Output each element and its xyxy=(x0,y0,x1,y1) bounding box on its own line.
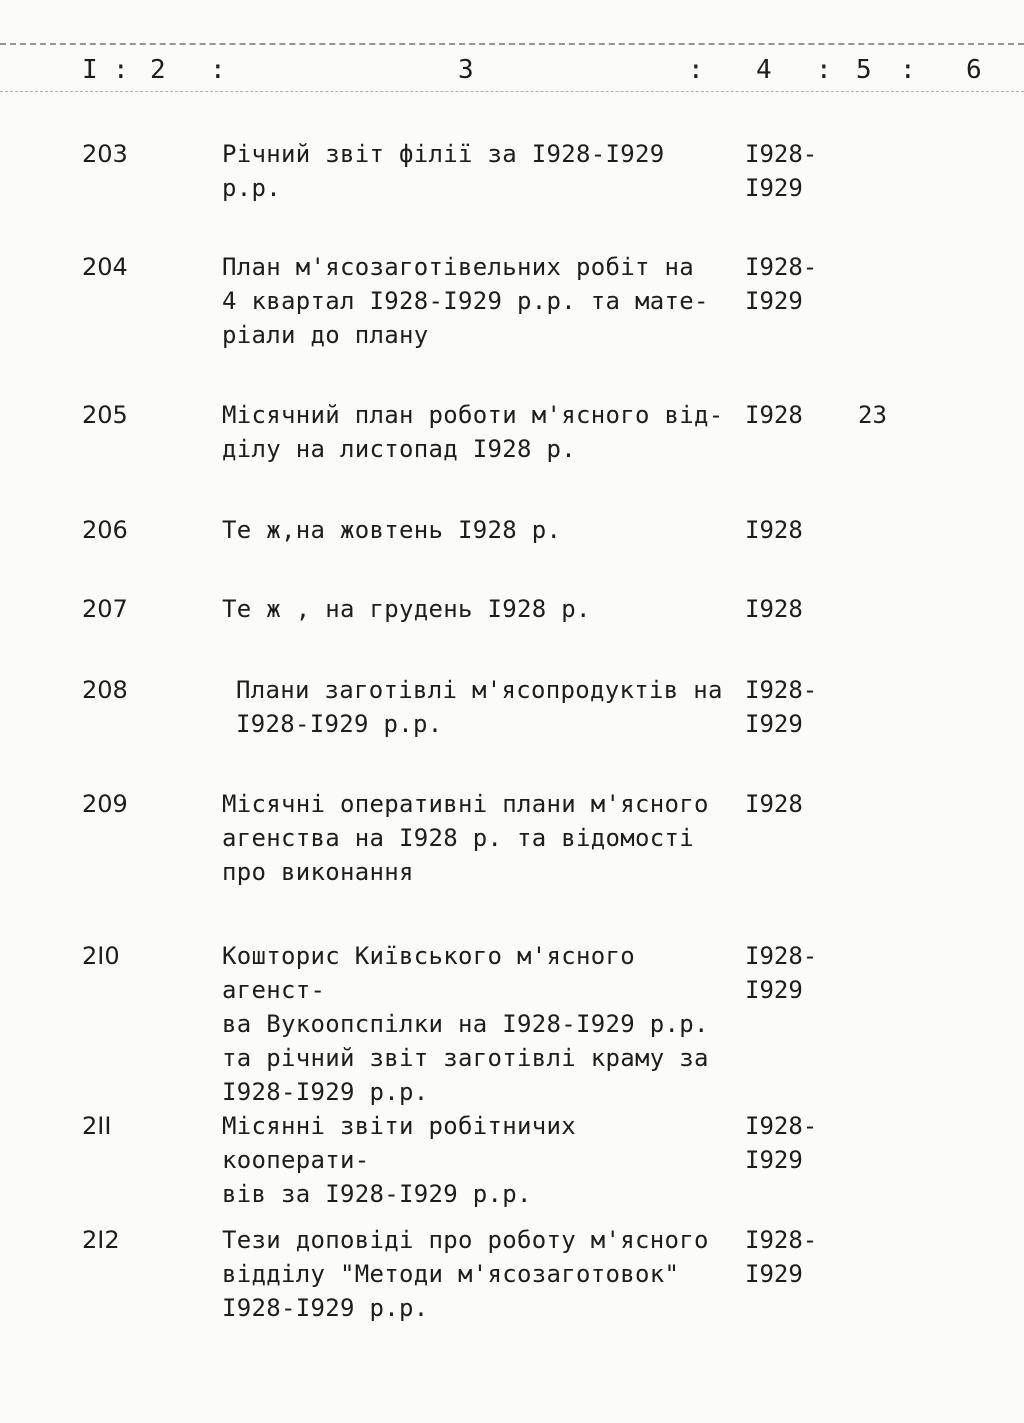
header-separator: : xyxy=(816,55,833,85)
item-number: 205 xyxy=(82,401,128,429)
header-col-2: 2 xyxy=(150,55,167,85)
item-title: Річний звіт філії за I928-I929 р.р. xyxy=(222,140,665,202)
item-title: Тези доповіді про роботу м'ясного відділу "Методи м'ясозаготовок" I928-I929 р.р. xyxy=(222,1226,709,1322)
item-number: 2I0 xyxy=(82,942,120,970)
item-number: 203 xyxy=(82,140,128,168)
item-dates: I928 xyxy=(745,790,803,818)
header-separator: : xyxy=(688,55,705,85)
header-col-5: 5 xyxy=(856,55,873,85)
item-dates: I928- I929 xyxy=(745,1112,818,1174)
item-title: Кошторис Київського м'ясного агенст- ва Вукоопспілки на I928-I929 р.р. та річний звіт заготівлі краму за I928-I929 р.р. xyxy=(222,942,709,1106)
item-number: 206 xyxy=(82,516,128,544)
item-dates: I928- I929 xyxy=(745,676,818,738)
item-title: Плани заготівлі м'ясопродуктів на I928-I929 р.р. xyxy=(236,676,723,738)
item-number: 204 xyxy=(82,253,128,281)
header-col-4: 4 xyxy=(756,55,773,85)
item-title: Те ж , на грудень I928 р. xyxy=(222,595,591,623)
item-dates: I928 xyxy=(745,595,803,623)
header-col-3: 3 xyxy=(458,55,475,85)
item-title: Місячні оперативні плани м'ясного агенства на I928 р. та відомості про виконання xyxy=(222,790,709,886)
item-dates: I928- I929 xyxy=(745,1226,818,1288)
item-title: Місячний план роботи м'ясного від- ділу на листопад I928 р. xyxy=(222,401,724,463)
item-title: Місянні звіти робітничих кооперати- вів за I928-I929 р.р. xyxy=(222,1112,576,1208)
item-number: 209 xyxy=(82,790,128,818)
item-dates: I928- I929 xyxy=(745,140,818,202)
header-separator: : xyxy=(113,55,130,85)
item-title: План м'ясозаготівельних робіт на 4 квартал I928-I929 р.р. та мате- ріали до плану xyxy=(222,253,709,349)
header-bottom-rule xyxy=(0,91,1024,92)
item-number: 2II xyxy=(82,1112,112,1140)
header-col-1: I xyxy=(82,55,99,85)
item-dates: I928 xyxy=(745,401,803,429)
item-dates: I928- I929 xyxy=(745,253,818,315)
header-top-rule xyxy=(0,43,1024,45)
header-separator: : xyxy=(210,55,227,85)
item-number: 208 xyxy=(82,676,128,704)
item-number: 207 xyxy=(82,595,128,623)
item-number: 2I2 xyxy=(82,1226,120,1254)
item-title: Те ж,на жовтень I928 р. xyxy=(222,516,562,544)
item-dates: I928- I929 xyxy=(745,942,818,1004)
header-separator: : xyxy=(900,55,917,85)
item-dates: I928 xyxy=(745,516,803,544)
item-sheet-count: 23 xyxy=(858,401,887,429)
header-col-6: 6 xyxy=(966,55,983,85)
